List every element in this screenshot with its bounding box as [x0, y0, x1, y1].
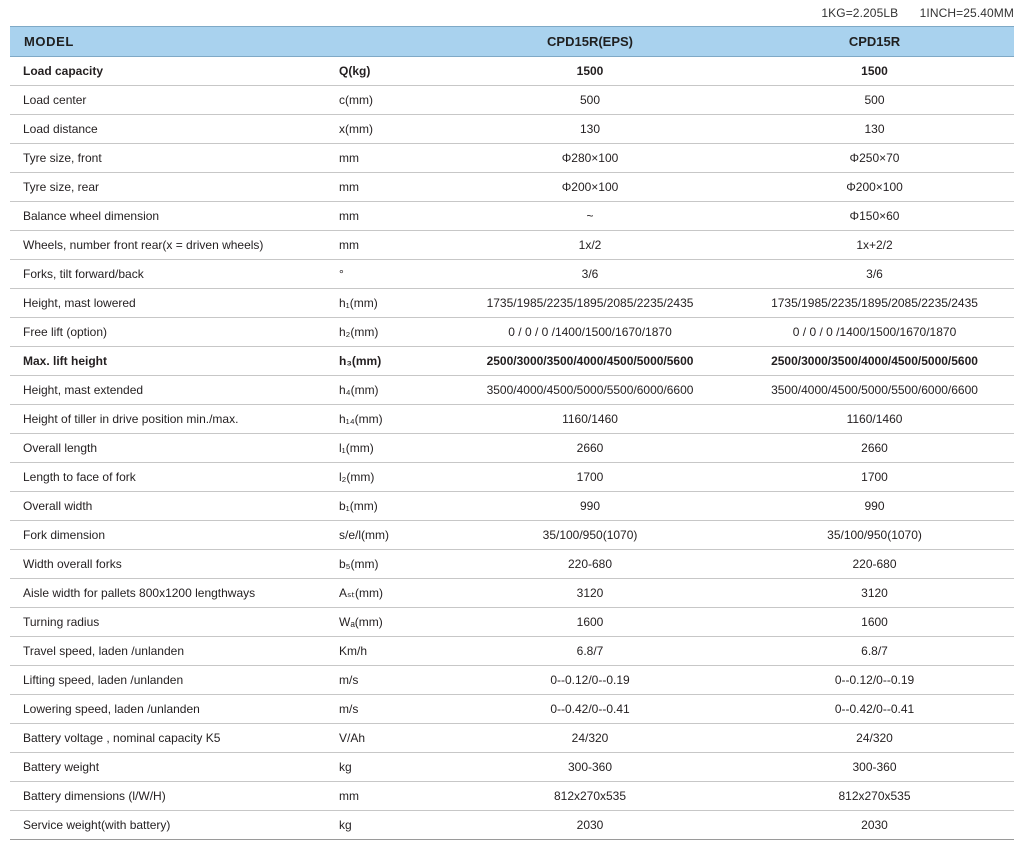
table-row	[10, 347, 1014, 376]
model-b-value-cell: 2030	[735, 811, 1014, 840]
model-b-value-cell: 2500/3000/3500/4000/4500/5000/5600	[735, 347, 1014, 376]
model-a-value-cell: 0--0.42/0--0.41	[445, 695, 735, 724]
spec-unit-cell: °	[335, 260, 445, 289]
model-b-value-cell: Φ200×100	[735, 173, 1014, 202]
spec-unit-cell: c(mm)	[335, 86, 445, 115]
spec-unit-cell: mm	[335, 173, 445, 202]
model-b-header: CPD15R	[735, 27, 1014, 57]
spec-unit-cell: l₂(mm)	[335, 463, 445, 492]
model-header: MODEL	[10, 27, 445, 57]
spec-unit-cell: h₃(mm)	[335, 347, 445, 376]
model-a-value-cell: 0 / 0 / 0 /1400/1500/1670/1870	[445, 318, 735, 347]
model-b-value-cell: 3120	[735, 579, 1014, 608]
spec-name-cell: Aisle width for pallets 800x1200 lengthways	[10, 579, 335, 608]
spec-name-cell: Travel speed, laden /unlanden	[10, 637, 335, 666]
model-b-value-cell: 812x270x535	[735, 782, 1014, 811]
spec-name-cell: Tyre size, rear	[10, 173, 335, 202]
spec-name-cell: Overall length	[10, 434, 335, 463]
spec-name-cell: Battery voltage , nominal capacity K5	[10, 724, 335, 753]
table-row	[10, 289, 1014, 318]
model-a-value-cell: 1600	[445, 608, 735, 637]
spec-unit-cell: m/s	[335, 695, 445, 724]
model-a-value-cell: 500	[445, 86, 735, 115]
table-row	[10, 86, 1014, 115]
table-body	[10, 57, 1014, 840]
table-row	[10, 550, 1014, 579]
table-row	[10, 434, 1014, 463]
table-row	[10, 608, 1014, 637]
spec-name-cell: Lifting speed, laden /unlanden	[10, 666, 335, 695]
spec-unit-cell: mm	[335, 231, 445, 260]
spec-name-cell: Battery dimensions (l/W/H)	[10, 782, 335, 811]
table-row	[10, 521, 1014, 550]
model-b-value-cell: Φ150×60	[735, 202, 1014, 231]
spec-name-cell: Height of tiller in drive position min./max.	[10, 405, 335, 434]
model-b-value-cell: 3500/4000/4500/5000/5500/6000/6600	[735, 376, 1014, 405]
model-b-value-cell: 220-680	[735, 550, 1014, 579]
spec-name-cell: Height, mast lowered	[10, 289, 335, 318]
model-a-value-cell: 24/320	[445, 724, 735, 753]
model-a-value-cell: Φ280×100	[445, 144, 735, 173]
model-b-value-cell: 990	[735, 492, 1014, 521]
spec-name-cell: Load capacity	[10, 57, 335, 86]
spec-name-cell: Max. lift height	[10, 347, 335, 376]
table-row	[10, 57, 1014, 86]
table-row	[10, 579, 1014, 608]
model-b-value-cell: 0 / 0 / 0 /1400/1500/1670/1870	[735, 318, 1014, 347]
spec-unit-cell: Q(kg)	[335, 57, 445, 86]
model-b-value-cell: 1735/1985/2235/1895/2085/2235/2435	[735, 289, 1014, 318]
table-row	[10, 318, 1014, 347]
spec-unit-cell: Wₐ(mm)	[335, 608, 445, 637]
model-a-value-cell: 1500	[445, 57, 735, 86]
table-row	[10, 811, 1014, 840]
model-a-value-cell: 3500/4000/4500/5000/5500/6000/6600	[445, 376, 735, 405]
model-b-value-cell: 6.8/7	[735, 637, 1014, 666]
model-b-value-cell: 0--0.12/0--0.19	[735, 666, 1014, 695]
model-b-value-cell: 130	[735, 115, 1014, 144]
model-a-value-cell: 6.8/7	[445, 637, 735, 666]
model-a-value-cell: 812x270x535	[445, 782, 735, 811]
table-row	[10, 753, 1014, 782]
spec-name-cell: Balance wheel dimension	[10, 202, 335, 231]
spec-name-cell: Wheels, number front rear(x = driven wheels)	[10, 231, 335, 260]
spec-name-cell: Lowering speed, laden /unlanden	[10, 695, 335, 724]
model-b-value-cell: 1x+2/2	[735, 231, 1014, 260]
table-row	[10, 231, 1014, 260]
model-b-value-cell: 1600	[735, 608, 1014, 637]
spec-name-cell: Width overall forks	[10, 550, 335, 579]
model-a-value-cell: 35/100/950(1070)	[445, 521, 735, 550]
model-a-value-cell: Φ200×100	[445, 173, 735, 202]
model-a-value-cell: ~	[445, 202, 735, 231]
model-a-value-cell: 130	[445, 115, 735, 144]
model-a-value-cell: 2030	[445, 811, 735, 840]
table-row	[10, 376, 1014, 405]
kg-conversion: 1KG=2.205LB	[821, 6, 899, 20]
table-row	[10, 637, 1014, 666]
spec-name-cell: Service weight(with battery)	[10, 811, 335, 840]
spec-unit-cell: Km/h	[335, 637, 445, 666]
table-row	[10, 115, 1014, 144]
table-row	[10, 492, 1014, 521]
model-b-value-cell: 300-360	[735, 753, 1014, 782]
spec-unit-cell: kg	[335, 811, 445, 840]
specification-table	[10, 26, 1014, 840]
table-row	[10, 724, 1014, 753]
spec-name-cell: Turning radius	[10, 608, 335, 637]
spec-unit-cell: m/s	[335, 666, 445, 695]
model-b-value-cell: Φ250×70	[735, 144, 1014, 173]
spec-unit-cell: mm	[335, 144, 445, 173]
spec-name-cell: Forks, tilt forward/back	[10, 260, 335, 289]
model-b-value-cell: 500	[735, 86, 1014, 115]
spec-unit-cell: l₁(mm)	[335, 434, 445, 463]
model-a-value-cell: 300-360	[445, 753, 735, 782]
spec-unit-cell: h₁(mm)	[335, 289, 445, 318]
table-header-row	[10, 27, 1014, 57]
spec-name-cell: Length to face of fork	[10, 463, 335, 492]
model-a-value-cell: 1735/1985/2235/1895/2085/2235/2435	[445, 289, 735, 318]
spec-unit-cell: h₂(mm)	[335, 318, 445, 347]
model-b-value-cell: 1500	[735, 57, 1014, 86]
table-row	[10, 144, 1014, 173]
model-a-value-cell: 3/6	[445, 260, 735, 289]
spec-unit-cell: s/e/l(mm)	[335, 521, 445, 550]
model-a-header: CPD15R(EPS)	[445, 27, 735, 57]
model-a-value-cell: 220-680	[445, 550, 735, 579]
spec-unit-cell: h₁₄(mm)	[335, 405, 445, 434]
spec-name-cell: Battery weight	[10, 753, 335, 782]
model-a-value-cell: 1x/2	[445, 231, 735, 260]
model-a-value-cell: 2500/3000/3500/4000/4500/5000/5600	[445, 347, 735, 376]
spec-unit-cell: x(mm)	[335, 115, 445, 144]
model-a-value-cell: 990	[445, 492, 735, 521]
spec-unit-cell: mm	[335, 202, 445, 231]
inch-conversion: 1INCH=25.40MM	[919, 6, 1014, 20]
spec-unit-cell: kg	[335, 753, 445, 782]
model-a-value-cell: 0--0.12/0--0.19	[445, 666, 735, 695]
model-b-value-cell: 35/100/950(1070)	[735, 521, 1014, 550]
spec-unit-cell: V/Ah	[335, 724, 445, 753]
table-row	[10, 405, 1014, 434]
spec-unit-cell: Aₛₜ(mm)	[335, 579, 445, 608]
spec-name-cell: Free lift (option)	[10, 318, 335, 347]
spec-name-cell: Load center	[10, 86, 335, 115]
spec-name-cell: Fork dimension	[10, 521, 335, 550]
model-a-value-cell: 3120	[445, 579, 735, 608]
spec-name-cell: Overall width	[10, 492, 335, 521]
spec-name-cell: Load distance	[10, 115, 335, 144]
table-row	[10, 202, 1014, 231]
table-row	[10, 173, 1014, 202]
model-a-value-cell: 1700	[445, 463, 735, 492]
table-row	[10, 695, 1014, 724]
model-a-value-cell: 1160/1460	[445, 405, 735, 434]
spec-unit-cell: b₅(mm)	[335, 550, 445, 579]
unit-conversion-note	[821, 6, 1014, 20]
model-b-value-cell: 2660	[735, 434, 1014, 463]
model-b-value-cell: 24/320	[735, 724, 1014, 753]
spec-unit-cell: h₄(mm)	[335, 376, 445, 405]
table-row	[10, 782, 1014, 811]
spec-unit-cell: b₁(mm)	[335, 492, 445, 521]
table-row	[10, 463, 1014, 492]
model-b-value-cell: 1160/1460	[735, 405, 1014, 434]
table-row	[10, 260, 1014, 289]
model-b-value-cell: 1700	[735, 463, 1014, 492]
model-a-value-cell: 2660	[445, 434, 735, 463]
spec-name-cell: Height, mast extended	[10, 376, 335, 405]
spec-unit-cell: mm	[335, 782, 445, 811]
table-row	[10, 666, 1014, 695]
model-b-value-cell: 0--0.42/0--0.41	[735, 695, 1014, 724]
spec-name-cell: Tyre size, front	[10, 144, 335, 173]
model-b-value-cell: 3/6	[735, 260, 1014, 289]
